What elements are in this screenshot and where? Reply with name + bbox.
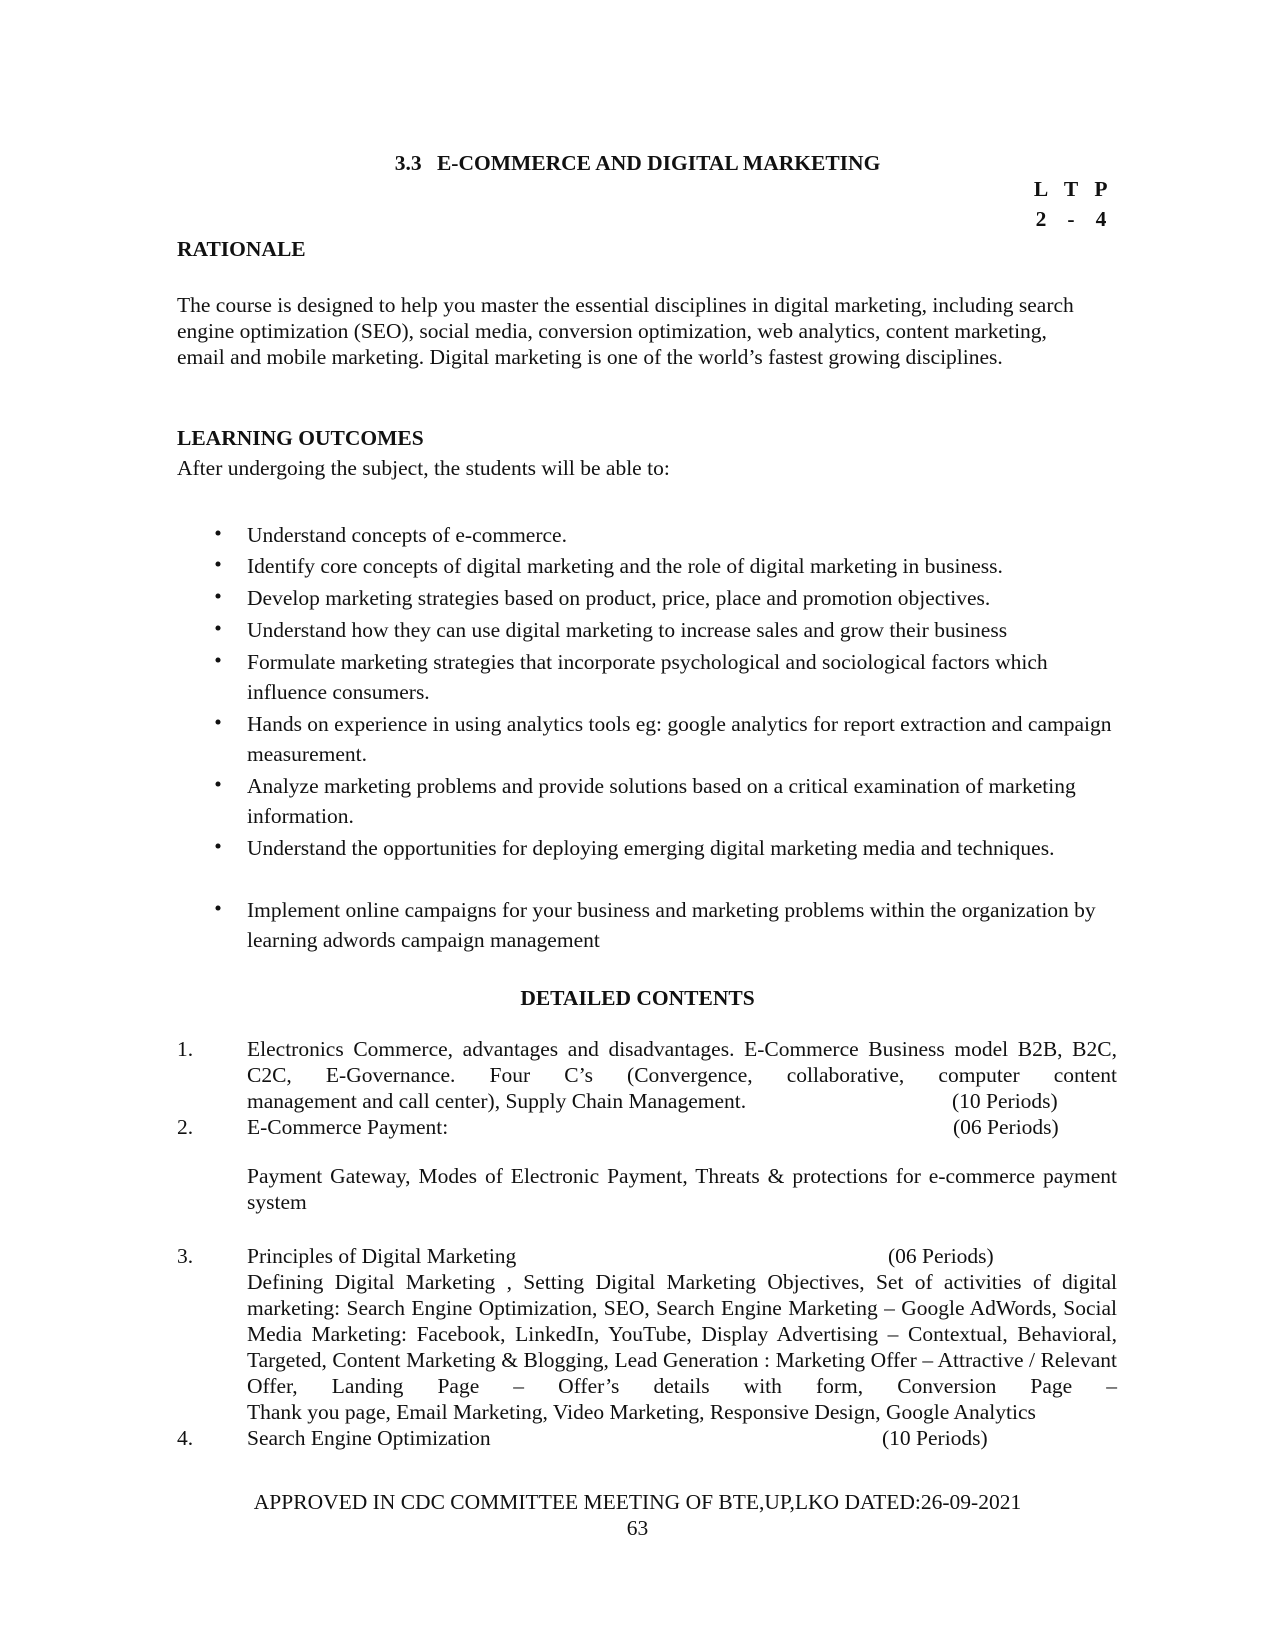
learning-outcomes-heading: LEARNING OUTCOMES bbox=[177, 426, 424, 450]
ltp-header-p: P bbox=[1094, 177, 1108, 201]
section-number: 3. bbox=[177, 1244, 194, 1268]
section-text: Defining Digital Marketing , Setting Digital Marketing Objectives, Set of activities of digital marketing: Search Engine Optimization, SEO, Search Engine Marketing – Google AdWords, Social Media Marketing: Facebook, LinkedIn, YouTube, Display Advertising – Contextual, Behavioral, Targeted, Content Marketing & Blogging, Lead Generation : Marketing Offer – Attractive / Relevant Offer, Landing Page – Offer’s details with form, Conversion Page – bbox=[247, 1270, 1117, 1398]
list-item-text: Implement online campaigns for your business and marketing problems within the organization by learning adwords campaign management bbox=[247, 898, 1096, 952]
section-number: 2. bbox=[177, 1115, 194, 1139]
bullet-icon: • bbox=[214, 521, 222, 545]
section-title: Principles of Digital Marketing bbox=[247, 1244, 517, 1268]
ltp-value-l: 2 bbox=[1035, 207, 1047, 231]
list-item-text: Understand the opportunities for deploying emerging digital marketing media and techniques. bbox=[247, 836, 1055, 860]
course-number: 3.3 bbox=[394, 151, 422, 175]
list-item-text: Identify core concepts of digital marketing and the role of digital marketing in business. bbox=[247, 554, 1003, 578]
section-periods: (06 Periods) bbox=[953, 1115, 1059, 1139]
bullet-icon: • bbox=[214, 648, 222, 672]
list-item-text: Analyze marketing problems and provide solutions based on a critical examination of marketing information. bbox=[247, 774, 1076, 828]
section-number: 4. bbox=[177, 1426, 194, 1450]
list-item-text: Hands on experience in using analytics tools eg: google analytics for report extraction and campaign measurement. bbox=[247, 712, 1112, 766]
list-item-text: Understand how they can use digital marketing to increase sales and grow their business bbox=[247, 618, 1008, 642]
page-number: 63 bbox=[626, 1516, 649, 1540]
ltp-header-l: L bbox=[1033, 177, 1049, 201]
section-title: E-Commerce Payment: bbox=[247, 1115, 449, 1139]
bullet-icon: • bbox=[214, 710, 222, 734]
section-number: 1. bbox=[177, 1037, 194, 1061]
bullet-icon: • bbox=[214, 834, 222, 858]
section-text: Payment Gateway, Modes of Electronic Payment, Threats & protections for e-commerce payment system bbox=[247, 1164, 1117, 1214]
section-title: Search Engine Optimization bbox=[247, 1426, 491, 1450]
detailed-contents-heading: DETAILED CONTENTS bbox=[520, 986, 755, 1010]
bullet-icon: • bbox=[214, 584, 222, 608]
learning-outcomes-intro: After undergoing the subject, the students will be able to: bbox=[177, 456, 670, 480]
bullet-icon: • bbox=[214, 552, 222, 576]
list-item-text: Formulate marketing strategies that incorporate psychological and sociological factors which influence consumers. bbox=[247, 650, 1048, 704]
rationale-text: The course is designed to help you master the essential disciplines in digital marketing, including search engine optimization (SEO), social media, conversion optimization, web analytics, content marketing, email and mobile marketing. Digital marketing is one of the world’s fastest growing disciplines. bbox=[177, 293, 1074, 369]
bullet-icon: • bbox=[214, 616, 222, 640]
course-title-text: E-COMMERCE AND DIGITAL MARKETING bbox=[436, 151, 881, 175]
section-periods: (10 Periods) bbox=[952, 1089, 1058, 1113]
section-text-last-line: management and call center), Supply Chain Management. bbox=[247, 1089, 747, 1113]
rationale-heading: RATIONALE bbox=[177, 237, 306, 261]
bullet-icon: • bbox=[214, 896, 222, 920]
section-periods: (06 Periods) bbox=[888, 1244, 994, 1268]
ltp-header-t: T bbox=[1063, 177, 1079, 201]
list-item-text: Understand concepts of e-commerce. bbox=[247, 523, 567, 547]
ltp-value-p: 4 bbox=[1095, 207, 1107, 231]
list-item-text: Develop marketing strategies based on product, price, place and promotion objectives. bbox=[247, 586, 991, 610]
section-periods: (10 Periods) bbox=[882, 1426, 988, 1450]
bullet-icon: • bbox=[214, 772, 222, 796]
section-text: Electronics Commerce, advantages and disadvantages. E-Commerce Business model B2B, B2C, C2C, E-Governance. Four C’s (Convergence, collaborative, computer content bbox=[247, 1037, 1117, 1087]
approval-footer: APPROVED IN CDC COMMITTEE MEETING OF BTE,UP,LKO DATED:26-09-2021 bbox=[253, 1490, 1022, 1514]
ltp-value-t: - bbox=[1067, 207, 1075, 231]
section-text-last-line: Thank you page, Email Marketing, Video Marketing, Responsive Design, Google Analytics bbox=[247, 1400, 1036, 1424]
course-title bbox=[0, 150, 1275, 176]
